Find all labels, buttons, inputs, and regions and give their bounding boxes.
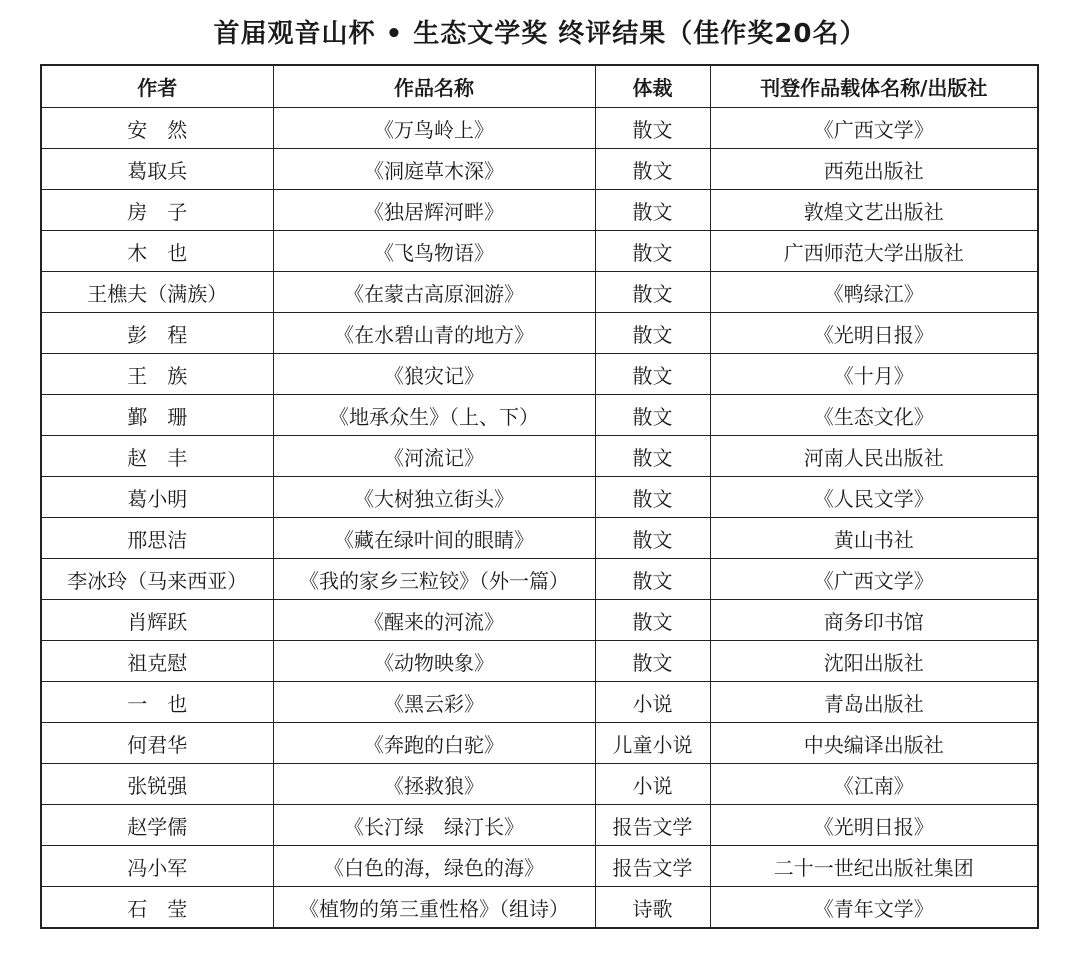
table-row <box>41 518 1038 559</box>
table-row <box>41 190 1038 231</box>
cell-work: 《动物映象》 <box>273 641 595 682</box>
cell-genre: 散文 <box>595 313 710 354</box>
table-row <box>41 477 1038 518</box>
page-title: 首届观音山杯 • 生态文学奖 终评结果（佳作奖20名） <box>213 19 867 49</box>
cell-genre: 散文 <box>595 272 710 313</box>
cell-author: 赵 丰 <box>41 436 273 477</box>
cell-publisher: 沈阳出版社 <box>710 641 1038 682</box>
cell-genre: 散文 <box>595 190 710 231</box>
cell-author: 冯小军 <box>41 846 273 887</box>
header-author: 作者 <box>41 65 273 108</box>
cell-work: 《长汀绿 绿汀长》 <box>273 805 595 846</box>
header-work: 作品名称 <box>273 65 595 108</box>
cell-genre: 散文 <box>595 600 710 641</box>
cell-author: 房 子 <box>41 190 273 231</box>
cell-work: 《醒来的河流》 <box>273 600 595 641</box>
cell-genre: 散文 <box>595 436 710 477</box>
cell-work: 《河流记》 <box>273 436 595 477</box>
table-row <box>41 231 1038 272</box>
cell-author: 邢思洁 <box>41 518 273 559</box>
cell-work: 《拯救狼》 <box>273 764 595 805</box>
cell-author: 一 也 <box>41 682 273 723</box>
cell-publisher: 《青年文学》 <box>710 887 1038 929</box>
cell-genre: 小说 <box>595 682 710 723</box>
table-header-row <box>41 65 1038 108</box>
table-row <box>41 395 1038 436</box>
table-row <box>41 764 1038 805</box>
cell-author: 彭 程 <box>41 313 273 354</box>
table-row <box>41 149 1038 190</box>
cell-publisher: 《生态文化》 <box>710 395 1038 436</box>
cell-author: 王樵夫（满族） <box>41 272 273 313</box>
cell-genre: 报告文学 <box>595 805 710 846</box>
cell-work: 《地承众生》（上、下） <box>273 395 595 436</box>
cell-author: 安 然 <box>41 108 273 149</box>
table-row <box>41 887 1038 929</box>
cell-publisher: 二十一世纪出版社集团 <box>710 846 1038 887</box>
cell-publisher: 青岛出版社 <box>710 682 1038 723</box>
cell-author: 肖辉跃 <box>41 600 273 641</box>
table-row <box>41 846 1038 887</box>
cell-author: 王 族 <box>41 354 273 395</box>
cell-genre: 儿童小说 <box>595 723 710 764</box>
cell-genre: 散文 <box>595 559 710 600</box>
results-table <box>40 64 1039 929</box>
table-row <box>41 559 1038 600</box>
cell-genre: 散文 <box>595 518 710 559</box>
cell-author: 鄞 珊 <box>41 395 273 436</box>
cell-genre: 散文 <box>595 149 710 190</box>
cell-publisher: 《光明日报》 <box>710 805 1038 846</box>
cell-publisher: 西苑出版社 <box>710 149 1038 190</box>
cell-publisher: 中央编译出版社 <box>710 723 1038 764</box>
cell-genre: 散文 <box>595 395 710 436</box>
cell-publisher: 广西师范大学出版社 <box>710 231 1038 272</box>
cell-genre: 散文 <box>595 641 710 682</box>
cell-genre: 小说 <box>595 764 710 805</box>
cell-author: 何君华 <box>41 723 273 764</box>
cell-publisher: 《光明日报》 <box>710 313 1038 354</box>
cell-publisher: 《十月》 <box>710 354 1038 395</box>
cell-author: 李冰玲（马来西亚） <box>41 559 273 600</box>
cell-genre: 散文 <box>595 354 710 395</box>
cell-genre: 报告文学 <box>595 846 710 887</box>
cell-work: 《植物的第三重性格》（组诗） <box>273 887 595 929</box>
cell-genre: 散文 <box>595 108 710 149</box>
cell-publisher: 《鸭绿江》 <box>710 272 1038 313</box>
cell-work: 《我的家乡三粒铰》（外一篇） <box>273 559 595 600</box>
table-row <box>41 354 1038 395</box>
cell-author: 祖克慰 <box>41 641 273 682</box>
cell-publisher: 《江南》 <box>710 764 1038 805</box>
table-row <box>41 436 1038 477</box>
cell-work: 《奔跑的白驼》 <box>273 723 595 764</box>
cell-genre: 散文 <box>595 231 710 272</box>
cell-publisher: 河南人民出版社 <box>710 436 1038 477</box>
cell-work: 《在蒙古高原洄游》 <box>273 272 595 313</box>
header-publisher: 刊登作品载体名称/出版社 <box>710 65 1038 108</box>
table-row <box>41 272 1038 313</box>
cell-publisher: 《人民文学》 <box>710 477 1038 518</box>
cell-author: 葛小明 <box>41 477 273 518</box>
table-row <box>41 641 1038 682</box>
cell-work: 《洞庭草木深》 <box>273 149 595 190</box>
cell-work: 《藏在绿叶间的眼睛》 <box>273 518 595 559</box>
table-row <box>41 600 1038 641</box>
cell-author: 赵学儒 <box>41 805 273 846</box>
table-row <box>41 108 1038 149</box>
cell-author: 张锐强 <box>41 764 273 805</box>
cell-author: 葛取兵 <box>41 149 273 190</box>
cell-work: 《飞鸟物语》 <box>273 231 595 272</box>
cell-work: 《万鸟岭上》 <box>273 108 595 149</box>
cell-publisher: 商务印书馆 <box>710 600 1038 641</box>
cell-work: 《在水碧山青的地方》 <box>273 313 595 354</box>
cell-work: 《狼灾记》 <box>273 354 595 395</box>
cell-genre: 散文 <box>595 477 710 518</box>
cell-publisher: 《广西文学》 <box>710 108 1038 149</box>
cell-work: 《白色的海，绿色的海》 <box>273 846 595 887</box>
table-row <box>41 682 1038 723</box>
table-row <box>41 805 1038 846</box>
table-row <box>41 723 1038 764</box>
cell-genre: 诗歌 <box>595 887 710 929</box>
cell-publisher: 黄山书社 <box>710 518 1038 559</box>
table-row <box>41 313 1038 354</box>
header-genre: 体裁 <box>595 65 710 108</box>
cell-author: 木 也 <box>41 231 273 272</box>
cell-author: 石 莹 <box>41 887 273 929</box>
cell-work: 《黑云彩》 <box>273 682 595 723</box>
cell-publisher: 《广西文学》 <box>710 559 1038 600</box>
cell-work: 《独居辉河畔》 <box>273 190 595 231</box>
cell-publisher: 敦煌文艺出版社 <box>710 190 1038 231</box>
cell-work: 《大树独立街头》 <box>273 477 595 518</box>
